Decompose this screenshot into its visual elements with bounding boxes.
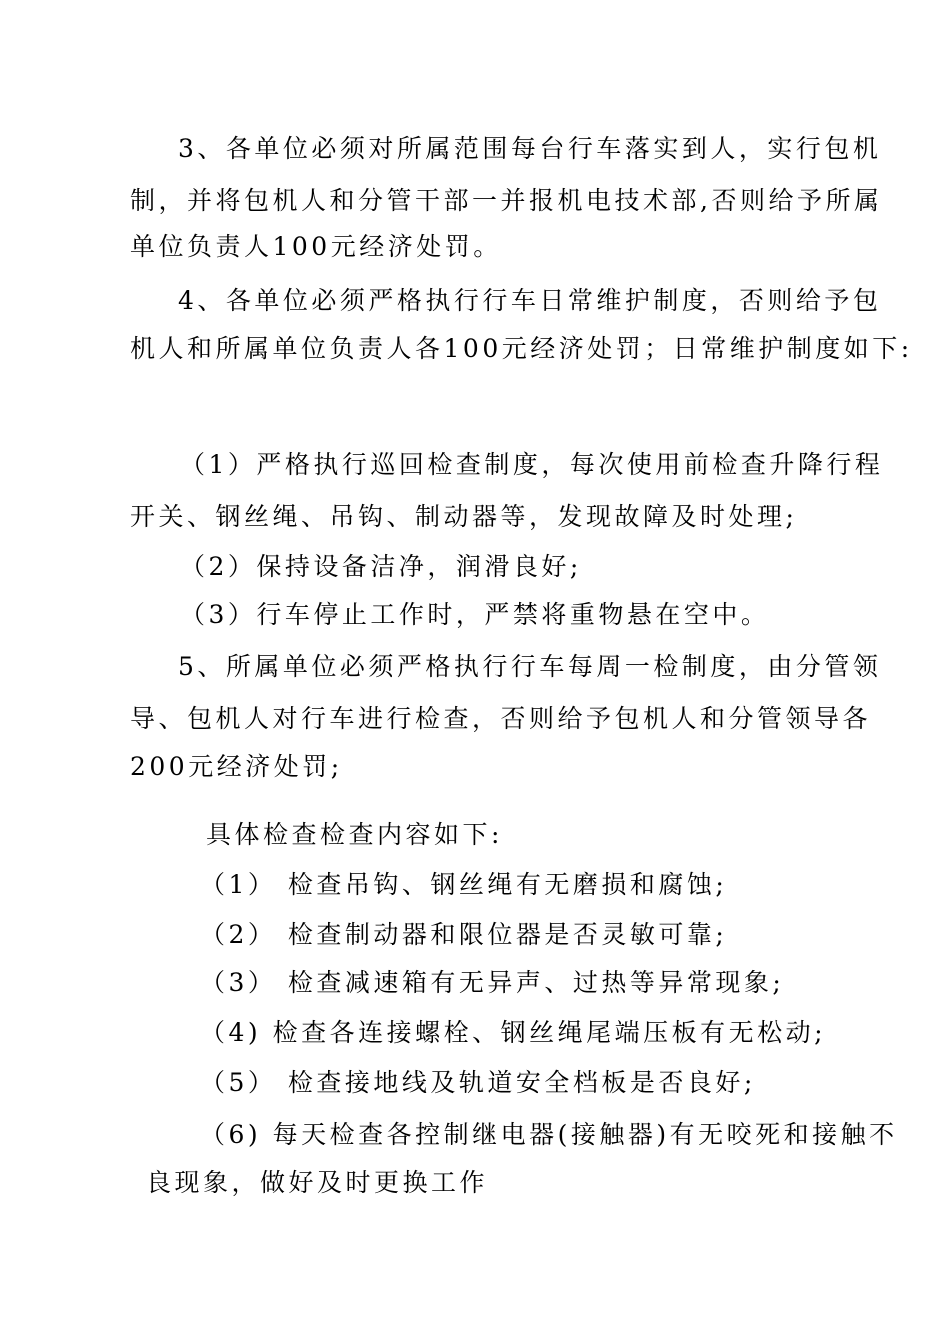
daily-item-1-line-1: （1）严格执行巡回检查制度，每次使用前检查升降行程 <box>180 450 884 479</box>
inspection-item-6-line-2: 良现象，做好及时更换工作 <box>146 1168 489 1197</box>
inspection-heading: 具体检查检查内容如下: <box>206 820 503 849</box>
paragraph-4-line-2: 机人和所属单位负责人各100元经济处罚；日常维护制度如下: <box>130 334 913 363</box>
paragraph-3-line-3: 单位负责人100元经济处罚。 <box>130 232 502 261</box>
inspection-item-5: （5） 检查接地线及轨道安全档板是否良好; <box>200 1068 756 1097</box>
daily-item-2: （2）保持设备洁净，润滑良好; <box>180 552 582 581</box>
paragraph-5-line-2: 导、包机人对行车进行检查，否则给予包机人和分管领导各 <box>130 704 872 733</box>
inspection-item-2: （2） 检查制动器和限位器是否灵敏可靠; <box>200 920 728 949</box>
paragraph-3-line-2: 制，并将包机人和分管干部一并报机电技术部,否则给予所属 <box>130 186 883 215</box>
daily-item-1-line-2: 开关、钢丝绳、吊钩、制动器等，发现故障及时处理; <box>130 502 798 531</box>
paragraph-5-line-3: 200元经济处罚; <box>130 752 343 781</box>
paragraph-5-line-1: 5、所属单位必须严格执行行车每周一检制度，由分管领 <box>178 652 882 681</box>
daily-item-3: （3）行车停止工作时，严禁将重物悬在空中。 <box>180 600 770 629</box>
inspection-item-1: （1） 检查吊钩、钢丝绳有无磨损和腐蚀; <box>200 870 728 899</box>
inspection-item-3: （3） 检查减速箱有无异声、过热等异常现象; <box>200 968 785 997</box>
paragraph-4-line-1: 4、各单位必须严格执行行车日常维护制度，否则给予包 <box>178 286 882 315</box>
paragraph-3-line-1: 3、各单位必须对所属范围每台行车落实到人，实行包机 <box>178 134 882 163</box>
inspection-item-4: （4) 检查各连接螺栓、钢丝绳尾端压板有无松动; <box>200 1018 827 1047</box>
inspection-item-6-line-1: （6) 每天检查各控制继电器(接触器)有无咬死和接触不 <box>200 1120 898 1149</box>
